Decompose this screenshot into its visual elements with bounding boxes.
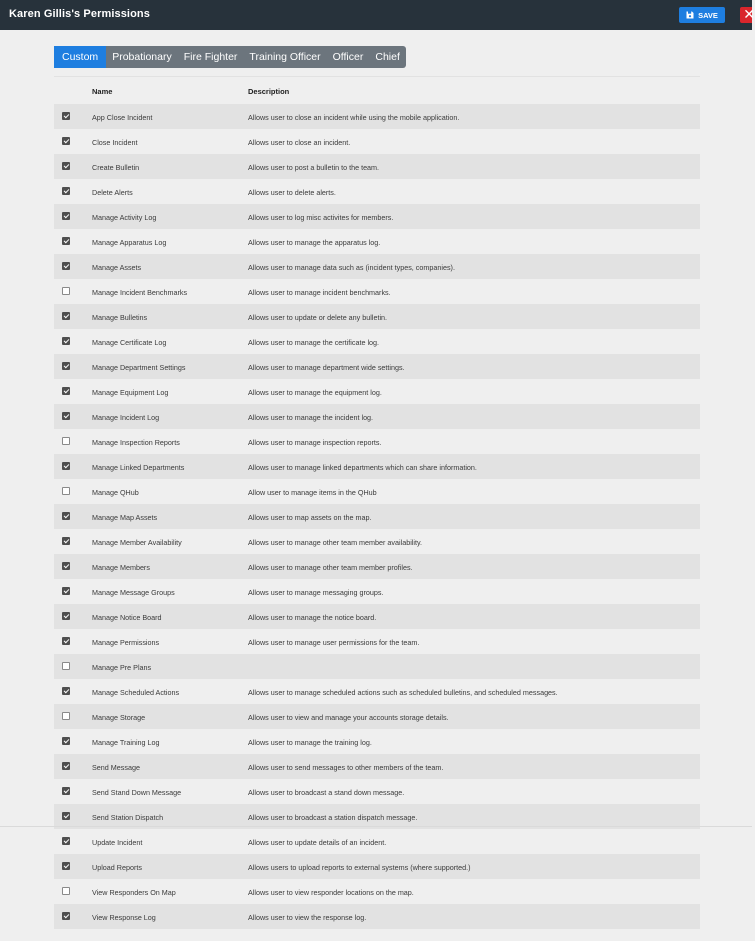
floppy-disk-icon bbox=[686, 11, 694, 19]
permission-description: Allows users to upload reports to external systems (where supported.) bbox=[248, 863, 471, 872]
table-row bbox=[54, 754, 700, 779]
table-row bbox=[54, 779, 700, 804]
tab-officer[interactable]: Officer bbox=[332, 51, 364, 63]
tab-training-officer[interactable]: Training Officer bbox=[249, 51, 321, 63]
permission-name: Manage Activity Log bbox=[92, 213, 157, 222]
permission-description: Allows user to map assets on the map. bbox=[248, 513, 372, 522]
permission-checkbox[interactable] bbox=[62, 762, 70, 770]
permission-name: Manage Assets bbox=[92, 263, 142, 272]
tab-custom[interactable]: Custom bbox=[54, 46, 106, 68]
permission-name: Manage Members bbox=[92, 563, 150, 572]
permission-description: Allows user to manage the notice board. bbox=[248, 613, 377, 622]
permission-description: Allows user to manage data such as (incident types, companies). bbox=[248, 263, 455, 272]
permission-checkbox[interactable] bbox=[62, 162, 70, 170]
permission-description: Allows user to manage the equipment log. bbox=[248, 388, 382, 397]
page-title: Karen Gillis's Permissions bbox=[9, 8, 150, 20]
permission-checkbox[interactable] bbox=[62, 562, 70, 570]
permission-checkbox[interactable] bbox=[62, 412, 70, 420]
permission-name: Delete Alerts bbox=[92, 188, 133, 197]
permission-checkbox[interactable] bbox=[62, 287, 70, 295]
permission-description: Allows user to delete alerts. bbox=[248, 188, 336, 197]
table-row bbox=[54, 554, 700, 579]
permission-description: Allows user to manage linked departments which can share information. bbox=[248, 463, 477, 472]
table-row bbox=[54, 904, 700, 929]
table-row bbox=[54, 479, 700, 504]
permission-checkbox[interactable] bbox=[62, 212, 70, 220]
permission-description: Allows user to manage the certificate log. bbox=[248, 338, 380, 347]
table-row bbox=[54, 104, 700, 129]
save-button-label: SAVE bbox=[698, 10, 718, 20]
permission-checkbox[interactable] bbox=[62, 512, 70, 520]
permission-name: Send Stand Down Message bbox=[92, 788, 182, 797]
permission-checkbox[interactable] bbox=[62, 312, 70, 320]
permission-description: Allows user to manage other team member availability. bbox=[248, 538, 423, 547]
permission-name: Create Bulletin bbox=[92, 163, 140, 172]
permission-checkbox[interactable] bbox=[62, 112, 70, 120]
permission-checkbox[interactable] bbox=[62, 637, 70, 645]
permission-checkbox[interactable] bbox=[62, 437, 70, 445]
permission-name: View Responders On Map bbox=[92, 888, 176, 897]
permission-name: Manage Incident Benchmarks bbox=[92, 288, 188, 297]
table-row bbox=[54, 404, 700, 429]
column-header-description: Description bbox=[248, 87, 290, 96]
permission-name: Manage Permissions bbox=[92, 638, 160, 647]
table-row bbox=[54, 279, 700, 304]
permission-name: View Response Log bbox=[92, 913, 156, 922]
permission-name: App Close Incident bbox=[92, 113, 153, 122]
tab-fire-fighter[interactable]: Fire Fighter bbox=[183, 51, 238, 63]
permission-name: Manage Linked Departments bbox=[92, 463, 185, 472]
table-row bbox=[54, 129, 700, 154]
tab-probationary[interactable]: Probationary bbox=[112, 51, 172, 63]
tab-chief[interactable]: Chief bbox=[375, 51, 400, 63]
permission-description: Allows user to post a bulletin to the team. bbox=[248, 163, 380, 172]
permission-checkbox[interactable] bbox=[62, 862, 70, 870]
permission-name: Manage Pre Plans bbox=[92, 663, 152, 672]
table-row bbox=[54, 229, 700, 254]
permission-description: Allows user to manage the apparatus log. bbox=[248, 238, 381, 247]
permissions-table bbox=[54, 104, 700, 929]
permission-name: Send Message bbox=[92, 763, 140, 772]
table-row bbox=[54, 629, 700, 654]
permission-checkbox[interactable] bbox=[62, 812, 70, 820]
permission-name: Manage Training Log bbox=[92, 738, 160, 747]
close-icon: ✕ bbox=[743, 7, 755, 23]
permission-checkbox[interactable] bbox=[62, 587, 70, 595]
table-row bbox=[54, 604, 700, 629]
permission-checkbox[interactable] bbox=[62, 837, 70, 845]
table-row bbox=[54, 579, 700, 604]
permission-description: Allows user to close an incident. bbox=[248, 138, 351, 147]
permission-description: Allows user to broadcast a stand down message. bbox=[248, 788, 405, 797]
role-tabs bbox=[54, 46, 406, 68]
permission-description: Allow user to manage items in the QHub bbox=[248, 488, 377, 497]
permission-checkbox[interactable] bbox=[62, 262, 70, 270]
table-row bbox=[54, 379, 700, 404]
permission-name: Close Incident bbox=[92, 138, 138, 147]
permission-checkbox[interactable] bbox=[62, 462, 70, 470]
permission-checkbox[interactable] bbox=[62, 337, 70, 345]
permission-checkbox[interactable] bbox=[62, 687, 70, 695]
permission-checkbox[interactable] bbox=[62, 912, 70, 920]
permission-name: Upload Reports bbox=[92, 863, 142, 872]
permission-description: Allows user to manage incident benchmarks. bbox=[248, 288, 391, 297]
permission-checkbox[interactable] bbox=[62, 537, 70, 545]
permission-name: Manage Equipment Log bbox=[92, 388, 169, 397]
permission-checkbox[interactable] bbox=[62, 712, 70, 720]
permission-name: Manage Map Assets bbox=[92, 513, 158, 522]
permission-description: Allows user to view and manage your accounts storage details. bbox=[248, 713, 449, 722]
permission-description: Allows user to manage messaging groups. bbox=[248, 588, 384, 597]
table-row bbox=[54, 829, 700, 854]
permission-name: Manage Scheduled Actions bbox=[92, 688, 180, 697]
table-row bbox=[54, 504, 700, 529]
table-row bbox=[54, 679, 700, 704]
permission-description: Allows user to log misc activites for members. bbox=[248, 213, 394, 222]
permission-description: Allows user to update or delete any bulletin. bbox=[248, 313, 388, 322]
permission-checkbox[interactable] bbox=[62, 362, 70, 370]
permission-description: Allows user to manage user permissions for the team. bbox=[248, 638, 420, 647]
permission-description: Allows user to view responder locations on the map. bbox=[248, 888, 414, 897]
permission-checkbox[interactable] bbox=[62, 487, 70, 495]
permission-name: Manage Bulletins bbox=[92, 313, 148, 322]
permission-name: Manage Department Settings bbox=[92, 363, 186, 372]
divider bbox=[0, 826, 752, 827]
permission-name: Manage Inspection Reports bbox=[92, 438, 180, 447]
table-row bbox=[54, 704, 700, 729]
table-row bbox=[54, 154, 700, 179]
permission-description: Allows user to manage other team member profiles. bbox=[248, 563, 413, 572]
table-row bbox=[54, 654, 700, 679]
table-row bbox=[54, 729, 700, 754]
table-row bbox=[54, 304, 700, 329]
permission-description: Allows user to broadcast a station dispatch message. bbox=[248, 813, 418, 822]
permission-checkbox[interactable] bbox=[62, 187, 70, 195]
permission-description: Allows user to manage scheduled actions such as scheduled bulletins, and scheduled messages. bbox=[248, 688, 558, 697]
permission-name: Manage Incident Log bbox=[92, 413, 160, 422]
permission-name: Manage Storage bbox=[92, 713, 146, 722]
permission-description: Allows user to manage department wide settings. bbox=[248, 363, 405, 372]
permission-description: Allows user to manage the incident log. bbox=[248, 413, 374, 422]
permission-checkbox[interactable] bbox=[62, 237, 70, 245]
table-row bbox=[54, 879, 700, 904]
permission-description: Allows user to view the response log. bbox=[248, 913, 367, 922]
table-row bbox=[54, 329, 700, 354]
permission-checkbox[interactable] bbox=[62, 787, 70, 795]
permission-name: Manage Notice Board bbox=[92, 613, 162, 622]
divider bbox=[54, 76, 700, 77]
permission-name: Manage Apparatus Log bbox=[92, 238, 167, 247]
permission-name: Manage Message Groups bbox=[92, 588, 175, 597]
permission-name: Update Incident bbox=[92, 838, 143, 847]
table-header bbox=[54, 81, 700, 101]
table-row bbox=[54, 854, 700, 879]
close-button[interactable] bbox=[740, 7, 755, 23]
permission-checkbox[interactable] bbox=[62, 612, 70, 620]
permission-checkbox[interactable] bbox=[62, 887, 70, 895]
permission-description: Allows user to manage inspection reports. bbox=[248, 438, 382, 447]
table-row bbox=[54, 204, 700, 229]
table-row bbox=[54, 354, 700, 379]
permission-description: Allows user to send messages to other members of the team. bbox=[248, 763, 444, 772]
permission-description: Allows user to manage the training log. bbox=[248, 738, 372, 747]
permission-checkbox[interactable] bbox=[62, 662, 70, 670]
permission-checkbox[interactable] bbox=[62, 387, 70, 395]
permission-name: Manage Member Availability bbox=[92, 538, 182, 547]
title-bar bbox=[0, 0, 755, 30]
save-button[interactable] bbox=[679, 7, 725, 23]
permission-checkbox[interactable] bbox=[62, 137, 70, 145]
column-header-name: Name bbox=[92, 87, 113, 96]
table-row bbox=[54, 254, 700, 279]
permission-name: Manage QHub bbox=[92, 488, 139, 497]
table-row bbox=[54, 429, 700, 454]
table-row bbox=[54, 454, 700, 479]
permission-name: Manage Certificate Log bbox=[92, 338, 167, 347]
permission-description: Allows user to update details of an incident. bbox=[248, 838, 387, 847]
table-row bbox=[54, 529, 700, 554]
permission-description: Allows user to close an incident while using the mobile application. bbox=[248, 113, 460, 122]
permission-checkbox[interactable] bbox=[62, 737, 70, 745]
permission-name: Send Station Dispatch bbox=[92, 813, 164, 822]
table-row bbox=[54, 179, 700, 204]
